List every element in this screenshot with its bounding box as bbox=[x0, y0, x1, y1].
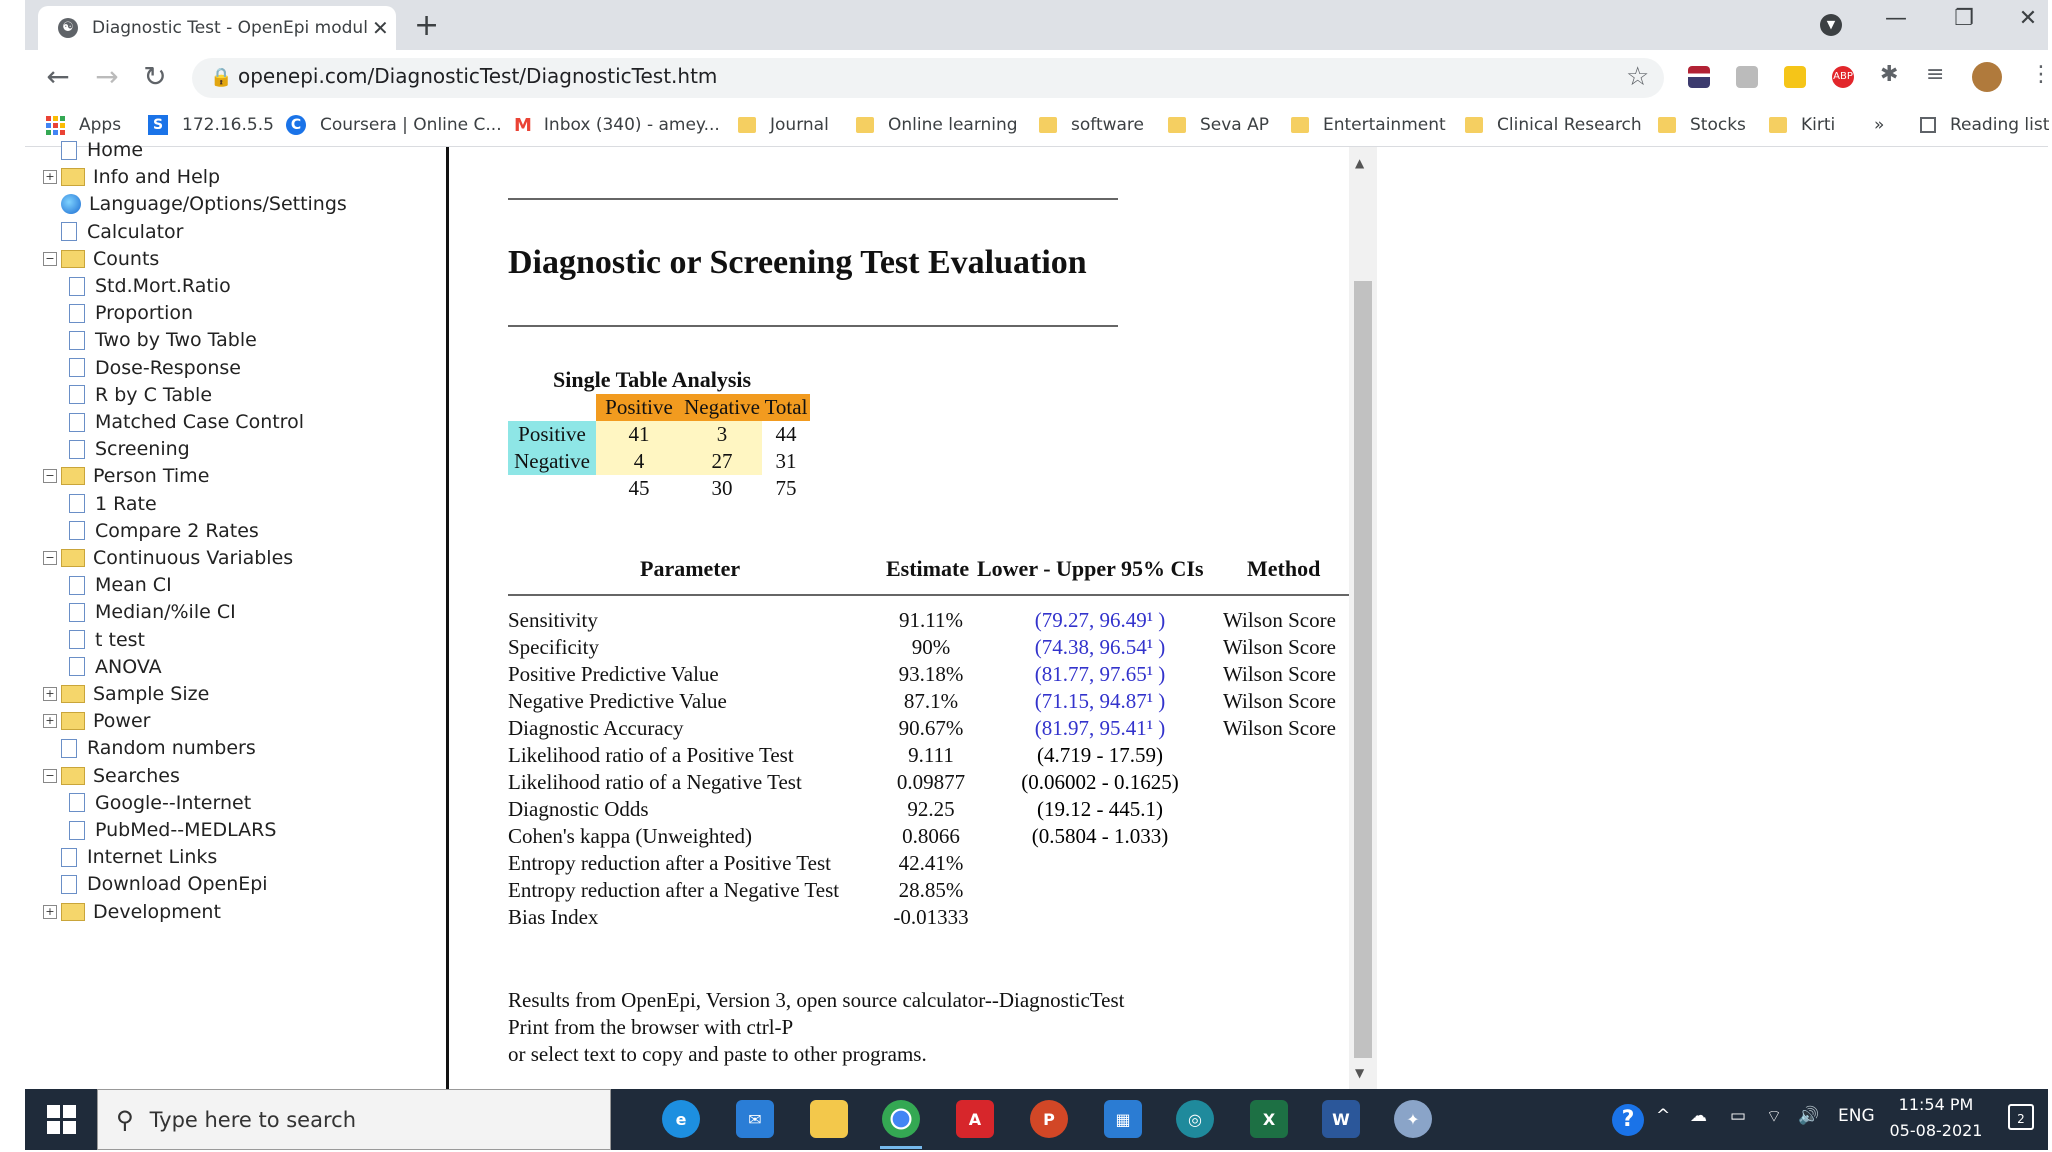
bookmark-folder-online-learning[interactable] bbox=[856, 114, 1018, 136]
param-header-rule bbox=[508, 594, 1350, 596]
tree-item-label: Counts bbox=[93, 247, 160, 270]
tree-item-label: Info and Help bbox=[93, 166, 221, 189]
table-cell: 75 bbox=[762, 475, 810, 502]
param-name: Diagnostic Odds bbox=[508, 797, 649, 821]
top-rule bbox=[508, 198, 1118, 200]
tree-item-label: Power bbox=[93, 710, 151, 733]
page-icon bbox=[69, 576, 85, 595]
param-name: Bias Index bbox=[508, 905, 599, 929]
param-name: Sensitivity bbox=[508, 608, 598, 632]
bookmark-folder-software[interactable] bbox=[1039, 114, 1144, 136]
excel-icon[interactable]: X bbox=[1250, 1100, 1288, 1138]
onedrive-icon[interactable]: ☁ bbox=[1690, 1106, 1707, 1126]
table-cell: 27 bbox=[682, 448, 762, 475]
apps-grid-icon bbox=[46, 116, 65, 135]
collapse-icon[interactable]: − bbox=[43, 469, 57, 483]
acrobat-icon[interactable]: A bbox=[956, 1100, 994, 1138]
tree-item-label: Download OpenEpi bbox=[87, 873, 268, 896]
tree-item[interactable] bbox=[69, 491, 157, 517]
forward-icon[interactable]: → bbox=[95, 60, 119, 93]
profile-avatar[interactable] bbox=[1972, 62, 2002, 92]
collapse-icon[interactable]: − bbox=[43, 769, 57, 783]
tree-item[interactable] bbox=[69, 355, 241, 381]
page-icon bbox=[69, 385, 85, 404]
param-ci: (0.5804 - 1.033) bbox=[1031, 824, 1169, 848]
tree-item-label: Mean CI bbox=[95, 574, 172, 597]
param-estimate: 91.11% bbox=[899, 608, 963, 632]
clock-time: 11:54 PM bbox=[1898, 1095, 1974, 1114]
tree-item-label: Searches bbox=[93, 764, 180, 787]
start-button[interactable] bbox=[25, 1089, 97, 1150]
tree-item[interactable] bbox=[69, 436, 190, 462]
mail-icon[interactable]: ✉ bbox=[736, 1100, 774, 1138]
bookmark-ip[interactable] bbox=[148, 114, 274, 136]
expand-icon[interactable]: + bbox=[43, 905, 57, 919]
extensions-puzzle-icon[interactable]: ✱ bbox=[1880, 62, 1899, 87]
folder-icon bbox=[1291, 117, 1309, 133]
col-header-negative: Negative bbox=[682, 394, 762, 421]
edge-icon[interactable]: e bbox=[662, 1100, 700, 1138]
tree-item[interactable] bbox=[43, 735, 256, 761]
bookmark-folder-stocks[interactable] bbox=[1658, 114, 1746, 136]
header-method: Method bbox=[1247, 556, 1321, 581]
bookmark-label: software bbox=[1071, 115, 1145, 135]
page-icon bbox=[69, 793, 85, 812]
flag-extension-icon[interactable] bbox=[1688, 66, 1710, 88]
clock-date: 05-08-2021 bbox=[1889, 1121, 1983, 1140]
param-method: Wilson Score bbox=[1223, 635, 1336, 659]
expand-icon[interactable]: + bbox=[43, 714, 57, 728]
bookmark-folder-clinical-research[interactable] bbox=[1465, 114, 1642, 136]
folder-icon bbox=[61, 685, 85, 703]
page-icon bbox=[69, 358, 85, 377]
header-estimate: Estimate bbox=[886, 556, 970, 581]
param-name: Specificity bbox=[508, 635, 599, 659]
param-method: Wilson Score bbox=[1223, 689, 1336, 713]
tree-item[interactable] bbox=[69, 599, 236, 625]
tree-item-label: ANOVA bbox=[95, 655, 162, 678]
param-name: Entropy reduction after a Positive Test bbox=[508, 851, 831, 875]
bookmark-label: Seva AP bbox=[1200, 115, 1270, 135]
volume-icon[interactable]: 🔊 bbox=[1798, 1106, 1820, 1126]
settings-app-icon[interactable]: ✦ bbox=[1394, 1100, 1432, 1138]
tree-item[interactable] bbox=[43, 463, 209, 489]
page-icon bbox=[69, 603, 85, 622]
page-icon bbox=[69, 521, 85, 540]
app-icon[interactable]: ▦ bbox=[1104, 1100, 1142, 1138]
heading-rule bbox=[508, 325, 1118, 327]
tree-item-label: t test bbox=[95, 628, 145, 651]
table-cell: 30 bbox=[682, 475, 762, 502]
param-estimate: 92.25 bbox=[907, 797, 955, 821]
tab-search-icon[interactable]: ▼ bbox=[1820, 14, 1842, 36]
folder-icon bbox=[1658, 117, 1676, 133]
s-icon: S bbox=[148, 115, 168, 135]
col-header-total: Total bbox=[762, 394, 810, 421]
param-ci: (81.97, 95.41¹ ) bbox=[1034, 716, 1166, 740]
tab-close-icon[interactable]: ✕ bbox=[372, 16, 389, 40]
folder-icon bbox=[61, 712, 85, 730]
param-name: Negative Predictive Value bbox=[508, 689, 727, 713]
battery-icon[interactable]: ▭ bbox=[1730, 1106, 1747, 1126]
scroll-down-arrow-icon[interactable]: ▼ bbox=[1355, 1066, 1365, 1080]
tree-item[interactable] bbox=[69, 518, 259, 544]
folder-icon bbox=[61, 549, 85, 567]
col-header-positive: Positive bbox=[596, 394, 682, 421]
header-ci: Lower - Upper 95% CIs bbox=[977, 556, 1204, 581]
tree-item[interactable] bbox=[43, 871, 268, 897]
language-indicator[interactable]: ENG bbox=[1838, 1106, 1875, 1126]
tree-item[interactable] bbox=[69, 327, 257, 353]
tree-item-label: Std.Mort.Ratio bbox=[95, 275, 231, 297]
chrome-active-indicator bbox=[880, 1146, 922, 1149]
bookmark-label: Inbox (340) - amey... bbox=[543, 115, 720, 135]
table-cell: 4 bbox=[596, 448, 682, 475]
tree-item[interactable] bbox=[69, 382, 212, 408]
tree-item-label: Internet Links bbox=[87, 846, 218, 869]
tree-item-label: 1 Rate bbox=[95, 492, 157, 515]
menu-dots-icon[interactable]: ⋮ bbox=[2030, 62, 2052, 87]
tree-item[interactable] bbox=[69, 300, 193, 326]
bookmark-folder-journal[interactable] bbox=[738, 114, 829, 136]
notification-count: 2 bbox=[2017, 1112, 2025, 1126]
folder-icon bbox=[738, 117, 756, 133]
bookmarks-overflow-chevron[interactable] bbox=[1874, 114, 1884, 136]
coursera-icon: C bbox=[286, 115, 306, 135]
bookmark-gmail[interactable] bbox=[514, 114, 720, 136]
bookmark-label: Clinical Research bbox=[1497, 115, 1642, 135]
bookmark-folder-entertainment[interactable] bbox=[1291, 114, 1446, 136]
app-icon-2[interactable]: ◎ bbox=[1176, 1100, 1214, 1138]
param-method: Wilson Score bbox=[1223, 608, 1336, 632]
tray-chevron-icon[interactable]: ^ bbox=[1656, 1106, 1671, 1126]
tree-item[interactable] bbox=[43, 164, 220, 190]
tree-item-label: Screening bbox=[95, 438, 190, 461]
reading-queue-icon[interactable]: ≡ bbox=[1926, 62, 1945, 87]
tree-item-label: Development bbox=[93, 900, 221, 923]
page-icon bbox=[69, 657, 85, 676]
tree-item[interactable] bbox=[43, 681, 209, 707]
page-icon bbox=[69, 413, 85, 432]
bookmark-label: Coursera | Online C... bbox=[320, 115, 502, 135]
page-icon bbox=[69, 304, 85, 323]
windows-logo-icon bbox=[47, 1105, 76, 1134]
page-icon bbox=[61, 875, 77, 894]
tree-item-label: R by C Table bbox=[95, 383, 213, 406]
search-icon: ⚲ bbox=[116, 1105, 134, 1134]
table-cell: 44 bbox=[762, 421, 810, 448]
minimize-icon[interactable]: — bbox=[1885, 6, 1907, 31]
tree-item-label: Sample Size bbox=[93, 683, 210, 705]
bookmark-label: » bbox=[1874, 115, 1885, 135]
param-name: Likelihood ratio of a Negative Test bbox=[508, 770, 802, 794]
param-ci: (74.38, 96.54¹ ) bbox=[1034, 635, 1166, 659]
param-estimate: 90.67% bbox=[898, 716, 964, 740]
tree-item-label: Proportion bbox=[95, 302, 194, 325]
tree-item-label: Google--Internet bbox=[95, 791, 252, 814]
tree-item-label: PubMed--MEDLARS bbox=[95, 819, 277, 841]
system-clock[interactable] bbox=[1888, 1092, 1984, 1144]
tree-item[interactable] bbox=[43, 708, 150, 734]
folder-icon bbox=[856, 117, 874, 133]
bookmark-folder-seva-ap[interactable] bbox=[1168, 114, 1269, 136]
param-estimate: 42.41% bbox=[898, 851, 964, 875]
param-ci: (79.27, 96.49¹ ) bbox=[1034, 608, 1166, 632]
tree-item[interactable] bbox=[69, 409, 304, 435]
param-name: Likelihood ratio of a Positive Test bbox=[508, 743, 794, 767]
tree-item[interactable] bbox=[43, 899, 221, 925]
table-cell: 31 bbox=[762, 448, 810, 475]
tab-title: Diagnostic Test - OpenEpi modul bbox=[92, 18, 368, 38]
gmail-icon: M bbox=[514, 114, 532, 136]
file-explorer-icon[interactable] bbox=[810, 1100, 848, 1138]
page-icon bbox=[69, 494, 85, 513]
browser-tab[interactable] bbox=[38, 6, 396, 50]
tree-item[interactable] bbox=[69, 273, 231, 299]
bookmark-label: Journal bbox=[770, 115, 829, 135]
param-ci: (0.06002 - 0.1625) bbox=[1021, 770, 1179, 794]
tree-item[interactable] bbox=[43, 844, 217, 870]
param-name: Diagnostic Accuracy bbox=[508, 716, 684, 740]
page-icon bbox=[61, 141, 77, 160]
page-icon bbox=[69, 331, 85, 350]
close-window-icon[interactable]: ✕ bbox=[2018, 6, 2038, 31]
bookmark-folder-kirti[interactable] bbox=[1769, 114, 1835, 136]
param-estimate: 9.111 bbox=[908, 743, 954, 767]
tree-item-label: Dose-Response bbox=[95, 356, 241, 379]
param-estimate: -0.01333 bbox=[893, 905, 969, 929]
notes-extension-icon[interactable] bbox=[1784, 66, 1806, 88]
reading-list-icon bbox=[1920, 117, 1936, 133]
folder-icon bbox=[61, 903, 85, 921]
tree-item-label: Compare 2 Rates bbox=[95, 519, 259, 542]
tree-item-label: Home bbox=[87, 139, 144, 161]
folder-icon bbox=[61, 467, 85, 485]
param-estimate: 0.09877 bbox=[896, 770, 966, 794]
scrollbar-thumb[interactable] bbox=[1354, 281, 1372, 1058]
header-parameter: Parameter bbox=[640, 556, 741, 581]
tree-item-label: Language/Options/Settings bbox=[89, 193, 347, 216]
tree-item[interactable] bbox=[69, 627, 145, 653]
tree-item-label: Calculator bbox=[87, 220, 184, 243]
param-name: Positive Predictive Value bbox=[508, 662, 719, 686]
site-favicon-icon: ☯ bbox=[58, 18, 78, 38]
bookmark-star-icon[interactable]: ☆ bbox=[1626, 62, 1650, 92]
chrome-icon[interactable] bbox=[882, 1100, 920, 1138]
taskbar-search[interactable] bbox=[97, 1089, 611, 1150]
folder-icon bbox=[61, 767, 85, 785]
screen-left-margin bbox=[0, 0, 25, 1152]
folder-icon bbox=[61, 250, 85, 268]
back-icon[interactable]: ← bbox=[46, 60, 70, 93]
param-method: Wilson Score bbox=[1223, 716, 1336, 740]
footer-line-3: or select text to copy and paste to other programs. bbox=[508, 1042, 927, 1066]
param-ci: (19.12 - 445.1) bbox=[1037, 797, 1163, 821]
footer-line-2: Print from the browser with ctrl-P bbox=[508, 1015, 794, 1039]
param-estimate: 90% bbox=[911, 635, 951, 659]
collapse-icon[interactable]: − bbox=[43, 551, 57, 565]
param-estimate: 28.85% bbox=[898, 878, 964, 902]
bookmark-apps[interactable] bbox=[46, 114, 121, 136]
tree-item[interactable] bbox=[69, 572, 172, 598]
folder-icon bbox=[1039, 117, 1057, 133]
param-ci: (81.77, 97.65¹ ) bbox=[1034, 662, 1166, 686]
page-icon bbox=[61, 739, 77, 758]
param-method: Wilson Score bbox=[1223, 662, 1336, 686]
folder-icon bbox=[1168, 117, 1186, 133]
collapse-icon[interactable]: − bbox=[43, 252, 57, 266]
folder-icon bbox=[1769, 117, 1787, 133]
new-tab-icon[interactable]: + bbox=[414, 8, 440, 43]
search-placeholder: Type here to search bbox=[149, 1107, 356, 1132]
page-icon bbox=[69, 821, 85, 840]
param-estimate: 0.8066 bbox=[902, 824, 960, 848]
globe-icon bbox=[61, 194, 81, 214]
expand-icon[interactable]: + bbox=[43, 170, 57, 184]
scroll-up-arrow-icon[interactable]: ▲ bbox=[1355, 156, 1365, 170]
tree-item[interactable] bbox=[43, 219, 183, 245]
param-ci: (71.15, 94.87¹ ) bbox=[1034, 689, 1166, 713]
param-estimate: 93.18% bbox=[898, 662, 964, 686]
bookmark-label: Kirti bbox=[1801, 115, 1836, 135]
tree-item[interactable] bbox=[43, 763, 180, 789]
page-icon bbox=[61, 848, 77, 867]
bookmark-label: 172.16.5.5 bbox=[182, 115, 274, 135]
tree-item[interactable] bbox=[69, 790, 251, 816]
adblock-icon[interactable]: ABP bbox=[1832, 66, 1854, 88]
tree-item-label: Matched Case Control bbox=[95, 411, 304, 433]
page-icon bbox=[69, 630, 85, 649]
tree-item-label: Median/%ile CI bbox=[95, 601, 236, 624]
navigation-tree bbox=[25, 139, 447, 1089]
row-header-positive: Positive bbox=[508, 421, 596, 448]
tree-item-label: Two by Two Table bbox=[95, 329, 257, 352]
bookmark-label: Stocks bbox=[1690, 115, 1746, 135]
tree-item[interactable] bbox=[43, 191, 347, 217]
reading-list-button[interactable] bbox=[1920, 114, 2049, 136]
param-estimate: 87.1% bbox=[903, 689, 959, 713]
notification-center-icon[interactable] bbox=[2008, 1104, 2034, 1130]
reload-icon[interactable]: ↻ bbox=[143, 60, 167, 93]
clipboard-extension-icon[interactable] bbox=[1736, 66, 1758, 88]
param-ci: (4.719 - 17.59) bbox=[1037, 743, 1163, 767]
tree-item[interactable] bbox=[69, 654, 162, 680]
param-name: Entropy reduction after a Negative Test bbox=[508, 878, 840, 902]
footer-line-1: Results from OpenEpi, Version 3, open source calculator--DiagnosticTest bbox=[508, 988, 1125, 1012]
wifi-icon[interactable]: ⌔ bbox=[1766, 1107, 1782, 1127]
table-cell: 3 bbox=[682, 421, 762, 448]
lock-icon[interactable]: 🔒 bbox=[210, 67, 233, 88]
expand-icon[interactable]: + bbox=[43, 687, 57, 701]
page-icon bbox=[69, 277, 85, 296]
page-title: Diagnostic or Screening Test Evaluation bbox=[508, 244, 1087, 281]
table-cell: 45 bbox=[596, 475, 682, 502]
url-text[interactable]: openepi.com/DiagnosticTest/DiagnosticTest.htm bbox=[238, 64, 718, 88]
folder-icon bbox=[61, 168, 85, 186]
bookmark-label: Entertainment bbox=[1323, 115, 1446, 135]
tree-item-label: Continuous Variables bbox=[93, 547, 294, 569]
bookmark-label: Online learning bbox=[888, 115, 1018, 135]
word-icon[interactable]: W bbox=[1322, 1100, 1360, 1138]
bookmark-label: Reading list bbox=[1950, 115, 2050, 135]
tree-item-label: Person Time bbox=[93, 465, 210, 488]
row-header-negative: Negative bbox=[508, 448, 596, 475]
tree-item[interactable] bbox=[43, 545, 293, 571]
bookmark-label: Apps bbox=[79, 115, 122, 135]
tree-item-label: Random numbers bbox=[87, 737, 256, 760]
restore-icon[interactable]: ❐ bbox=[1954, 6, 1974, 31]
powerpoint-icon[interactable]: P bbox=[1030, 1100, 1068, 1138]
tree-item[interactable] bbox=[43, 246, 159, 272]
table-title: Single Table Analysis bbox=[553, 367, 752, 392]
page-icon bbox=[69, 440, 85, 459]
table-cell: 41 bbox=[596, 421, 682, 448]
page-icon bbox=[61, 222, 77, 241]
param-name: Cohen's kappa (Unweighted) bbox=[508, 824, 753, 848]
help-icon[interactable]: ? bbox=[1612, 1104, 1644, 1136]
tree-item[interactable] bbox=[43, 137, 143, 163]
tree-item[interactable] bbox=[69, 817, 276, 843]
folder-icon bbox=[1465, 117, 1483, 133]
bookmark-coursera[interactable] bbox=[286, 114, 502, 136]
